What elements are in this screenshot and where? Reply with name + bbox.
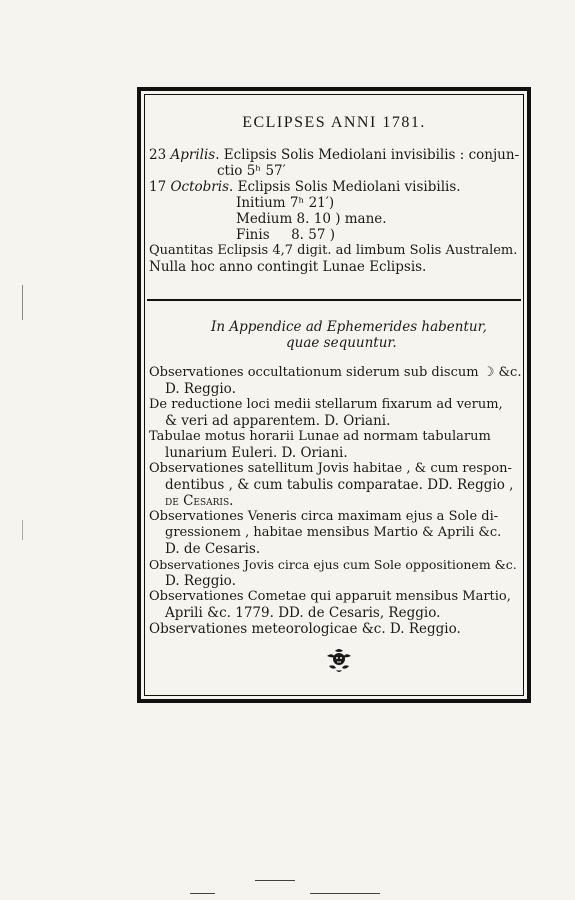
entry-line: Tabulae motus horarii Lunae ad normam tabularum <box>149 429 491 444</box>
scan-mark <box>22 285 23 320</box>
eclipse-line-1: 23 Aprilis. Eclipsis Solis Mediolani invisibilis : conjun- <box>149 147 520 163</box>
page-frame <box>137 87 531 703</box>
page-title: ECLIPSES ANNI 1781. <box>242 114 426 131</box>
entry-line: D. Reggio. <box>165 381 236 397</box>
entry-line: Observationes Jovis circa ejus cum Sole oppositionem &c. <box>149 557 517 572</box>
eclipse-initium: Initium 7ʰ 21′) <box>236 195 335 211</box>
entry-line: Observationes Veneris circa maximam ejus a Sole di- <box>149 509 499 524</box>
eclipse-line-2: ctio 5ʰ 57′ <box>217 163 286 179</box>
entry-line: D. de Cesaris. <box>165 541 261 557</box>
entry-line: & veri ad apparentem. D. Oriani. <box>165 413 391 429</box>
entry-line: Aprili &c. 1779. DD. de Cesaris, Reggio. <box>165 605 441 621</box>
entry-line: D. Reggio. <box>165 573 236 589</box>
eclipse-nulla: Nulla hoc anno contingit Lunae Eclipsis. <box>149 259 427 275</box>
appendix-heading-2: quae sequuntur. <box>286 335 397 351</box>
entry-line: de Cesaris. <box>165 493 234 509</box>
eclipse-medium: Medium 8. 10 ) mane. <box>236 211 387 227</box>
scan-mark <box>255 880 295 881</box>
entry-line: gressionem , habitae mensibus Martio & Aprili &c. <box>165 525 502 540</box>
eclipse-line-3: 17 Octobris. Eclipsis Solis Mediolani visibilis. <box>149 179 461 195</box>
section-divider <box>147 299 521 301</box>
scan-mark <box>190 893 215 894</box>
entry-line: De reductione loci medii stellarum fixarum ad verum, <box>149 397 503 412</box>
eclipse-finis: Finis 8. 57 ) <box>236 227 335 243</box>
entry-line: Observationes satellitum Jovis habitae , & cum respon- <box>149 461 512 476</box>
entry-line: lunarium Euleri. D. Oriani. <box>165 445 348 461</box>
entry-line: dentibus , & cum tabulis comparatae. DD. Reggio , <box>165 477 514 493</box>
entry-line: Observationes occultationum siderum sub discum ☽ &c. <box>149 365 522 380</box>
appendix-heading-1: In Appendice ad Ephemerides habentur, <box>211 319 487 335</box>
eclipse-quantitas: Quantitas Eclipsis 4,7 digit. ad limbum Solis Australem. <box>149 243 518 258</box>
entry-line: Observationes meteorologicae &c. D. Reggio. <box>149 621 461 637</box>
mask-ornament-icon <box>324 646 354 676</box>
entry-line: Observationes Cometae qui apparuit mensibus Martio, <box>149 589 511 604</box>
scan-mark <box>22 520 23 540</box>
scan-mark <box>310 893 380 894</box>
